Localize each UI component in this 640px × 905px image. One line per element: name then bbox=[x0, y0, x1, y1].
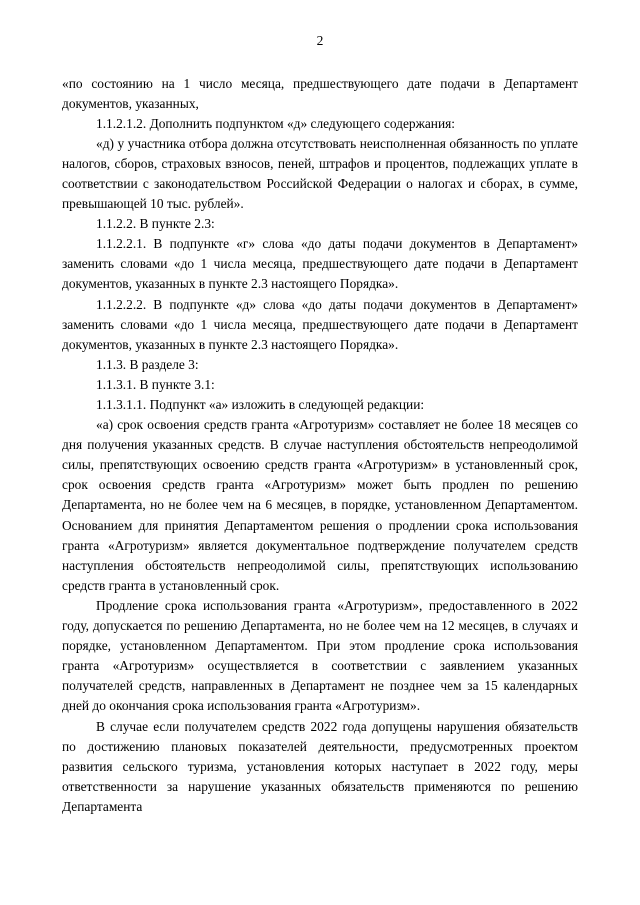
paragraph: «а) срок освоения средств гранта «Агротуризм» составляет не более 18 месяцев со дня получения указанных средств. В случае наступления обстоятельств непреодолимой силы, препятствующих освоению средств гранта «Агротуризм» в установленный срок, срок освоения средств гранта «Агротуризм» может быть продлен по решению Департамента, но не более чем на 6 месяцев, в порядке, установленном Департаментом. Основанием для принятия Департаментом решения о продлении срока использования гранта «Агротуризм» является документальное подтверждение получателем средств наступления обстоятельств непреодолимой силы, препятствующих использованию средств гранта в установленный срок. bbox=[62, 417, 578, 593]
paragraph: «д) у участника отбора должна отсутствовать неисполненная обязанность по уплате налогов, сборов, страховых взносов, пеней, штрафов и процентов, подлежащих уплате в соответствии с законодательством Российской Федерации о налогах и сборах, в сумме, превышающей 10 тыс. рублей». bbox=[62, 135, 578, 212]
paragraph: В случае если получателем средств 2022 года допущены нарушения обязательств по достижению плановых показателей деятельности, предусмотренных проектом развития сельского туризма, установления которых наступает в 2022 году, меры ответственности за нарушение указанных обязательств применяются по решению Департамента bbox=[62, 718, 578, 814]
paragraph: 1.1.2.2. В пункте 2.3: bbox=[96, 216, 215, 232]
paragraph: 1.1.2.2.1. В подпункте «г» слова «до даты подачи документов в Департамент» заменить словами «до 1 числа месяца, предшествующего дате подачи в Департамент документов, указанных в пункте 2.3 настоящего Порядка». bbox=[62, 236, 578, 292]
paragraph: 1.1.2.1.2. Дополнить подпунктом «д» следующего содержания: bbox=[96, 115, 456, 131]
paragraph: Продление срока использования гранта «Агротуризм», предоставленного в 2022 году, допускается по решению Департамента, но не более чем на 12 месяцев, в случаях и порядке, установленном Департаментом. При этом продление срока использования гранта «Агротуризм» осуществляется в соответствии с заявлением указанных получателей средств, направленных в Департамент не позднее чем за 15 календарных дней до окончания срока использования гранта «Агротуризм». bbox=[62, 597, 578, 714]
document-body bbox=[62, 74, 578, 817]
page-number: 2 bbox=[316, 33, 324, 48]
paragraph: 1.1.3.1. В пункте 3.1: bbox=[96, 376, 215, 392]
paragraph: 1.1.3. В разделе 3: bbox=[96, 356, 199, 372]
paragraph: 1.1.2.2.2. В подпункте «д» слова «до даты подачи документов в Департамент» заменить словами «до 1 числа месяца, предшествующего дате подачи в Департамент документов, указанных в пункте 2.3 настоящего Порядка». bbox=[62, 296, 578, 352]
paragraph: 1.1.3.1.1. Подпункт «а» изложить в следующей редакции: bbox=[96, 397, 425, 412]
paragraph: «по состоянию на 1 число месяца, предшествующего дате подачи в Департамент документов, указанных, bbox=[62, 75, 578, 111]
